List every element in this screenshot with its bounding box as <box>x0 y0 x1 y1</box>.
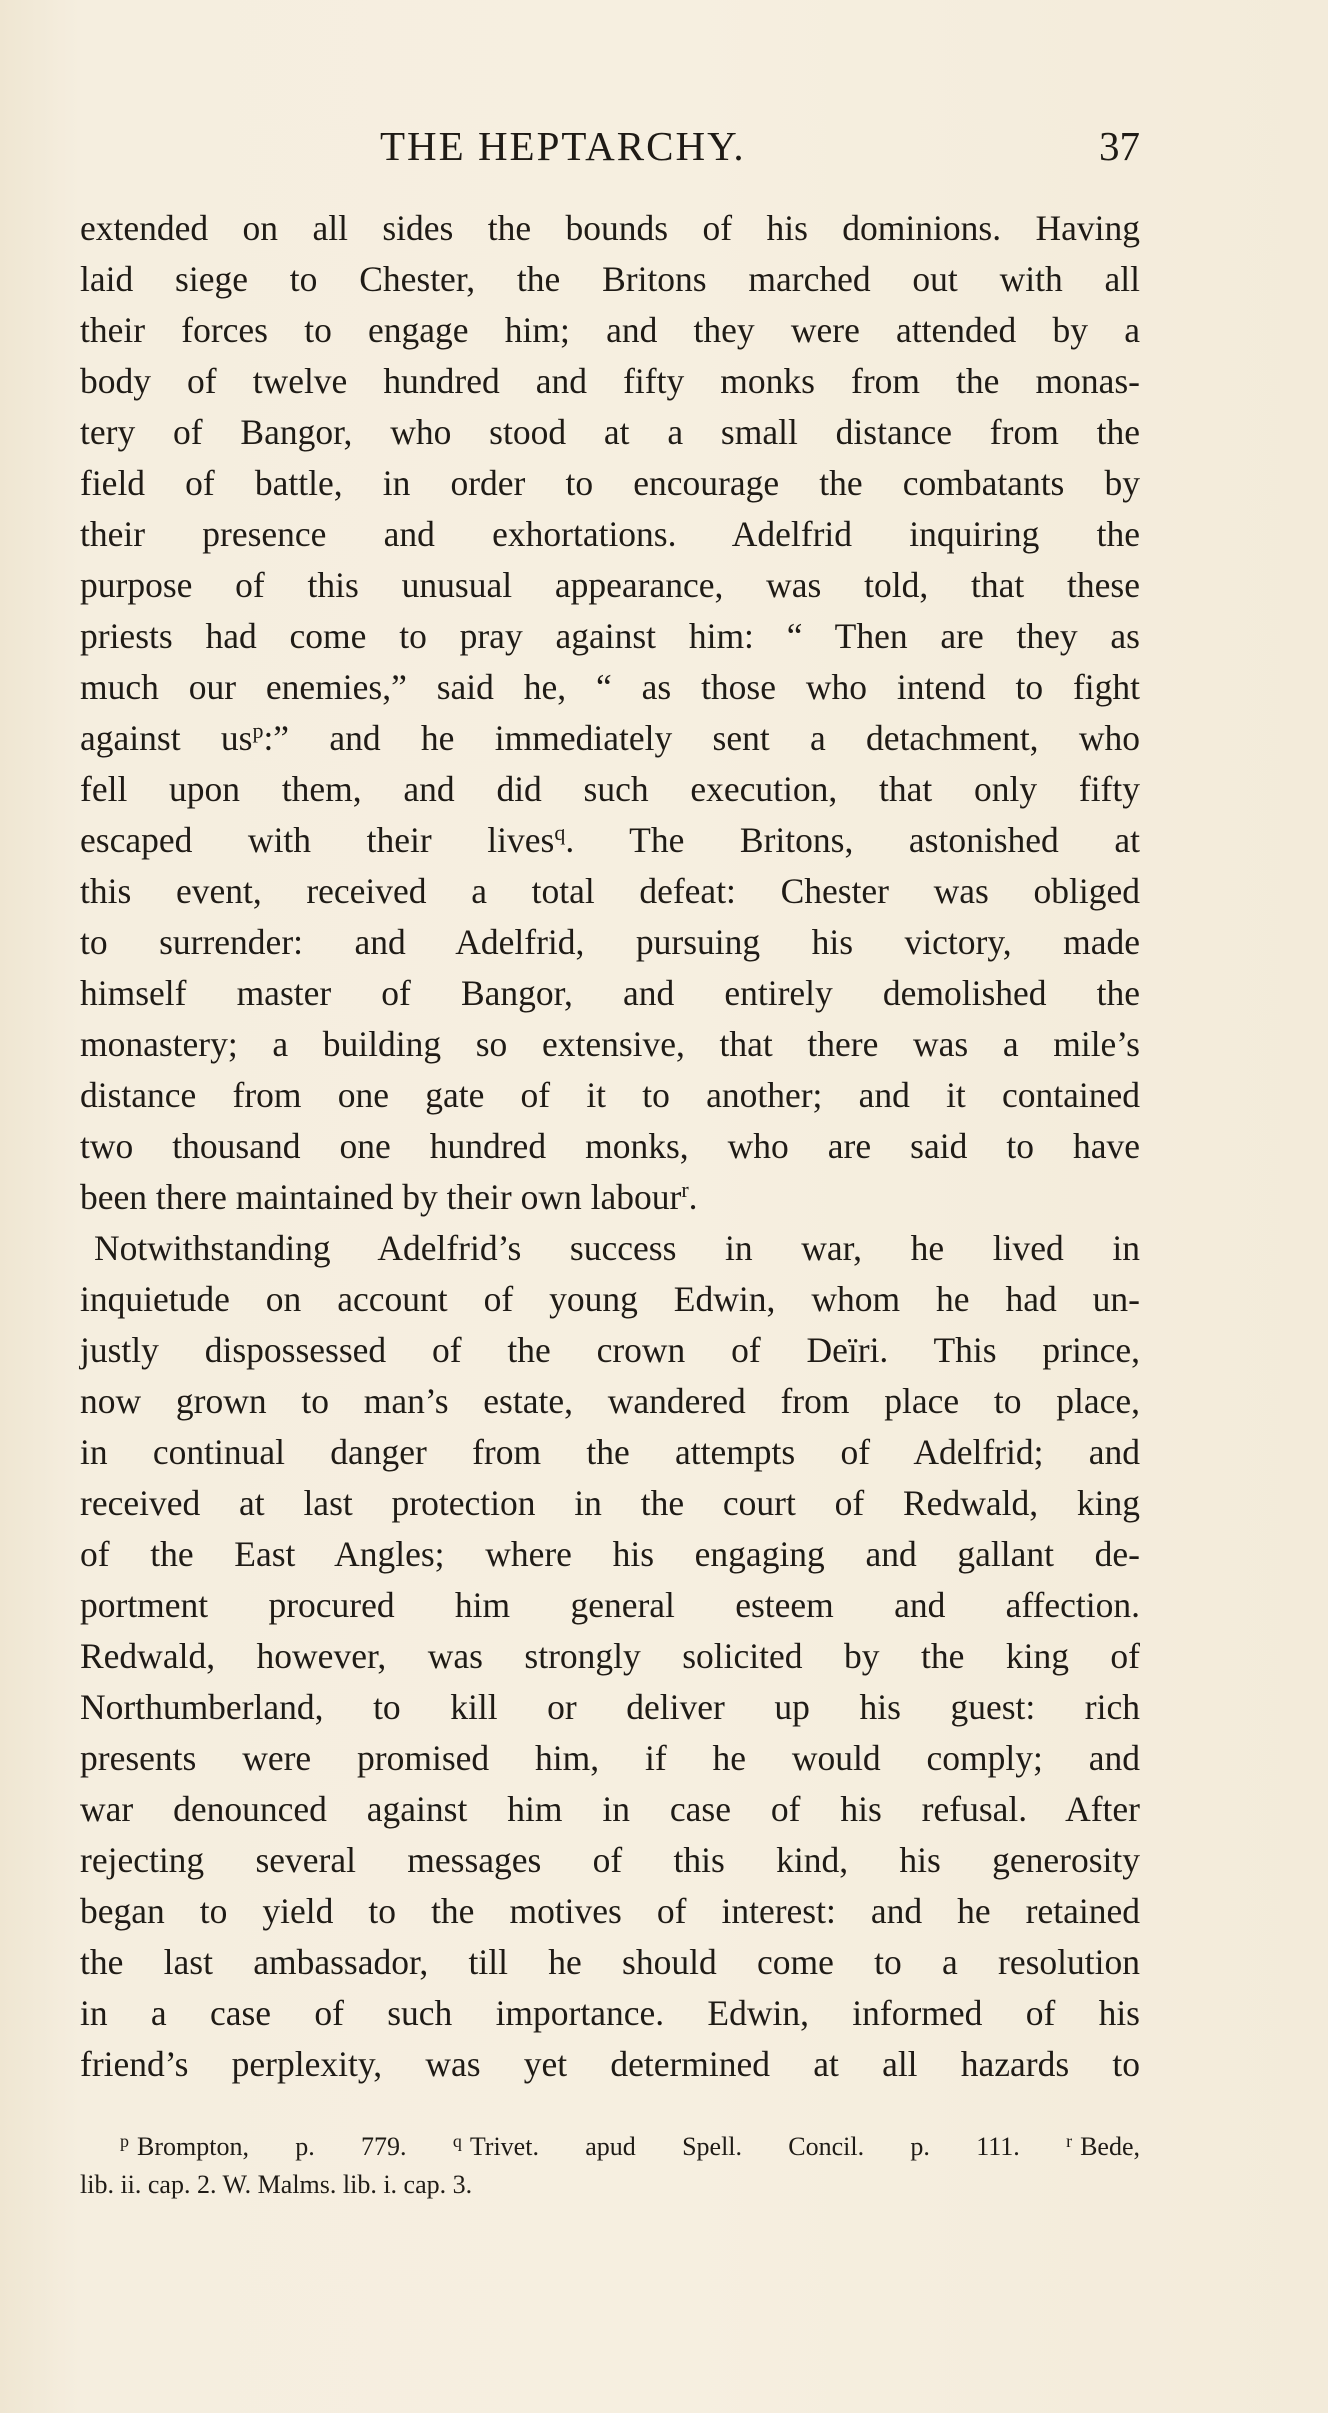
text-segment: escaped with their lives <box>80 820 555 860</box>
text-segment: :” and he immediately sent a detachment, who <box>263 718 1140 758</box>
running-head <box>80 122 1140 182</box>
text-segment: been there maintained by their own labour <box>80 1177 682 1217</box>
paragraph-start-line: Notwithstanding Adelfrid’s success in war, he lived in <box>94 1228 1140 1268</box>
text-line: extended on all sides the bounds of his dominions. Having <box>80 208 1140 248</box>
footnote-text: Bede, <box>1080 2132 1141 2161</box>
footnote-p <box>120 2132 407 2161</box>
text-line: rejecting several messages of this kind, his generosity <box>80 1840 1140 1880</box>
text-line: now grown to man’s estate, wandered from place to place, <box>80 1381 1140 1421</box>
footnote-mark-p: p <box>120 2131 129 2151</box>
footnote-mark-q: q <box>452 2131 462 2151</box>
footnotes <box>80 2128 1140 2204</box>
text-segment: against us <box>80 718 253 758</box>
text-line: monastery; a building so extensive, that there was a mile’s <box>80 1024 1140 1064</box>
text-line: laid siege to Chester, the Britons marched out with all <box>80 259 1140 299</box>
text-line: priests had come to pray against him: “ Then are they as <box>80 616 1140 656</box>
text-line: their presence and exhortations. Adelfrid inquiring the <box>80 514 1140 554</box>
text-line: presents were promised him, if he would comply; and <box>80 1738 1140 1778</box>
running-title: THE HEPTARCHY. <box>380 123 746 169</box>
body-text <box>80 203 1140 2090</box>
text-segment: . <box>688 1177 698 1217</box>
footnote-ref-p: p <box>252 718 264 743</box>
footnote-q <box>453 2132 1020 2161</box>
text-line: this event, received a total defeat: Chester was obliged <box>80 871 1140 911</box>
text-line: their forces to engage him; and they were attended by a <box>80 310 1140 350</box>
text-line <box>80 1172 1140 1223</box>
text-line: purpose of this unusual appearance, was told, that these <box>80 565 1140 605</box>
text-line: friend’s perplexity, was yet determined at all hazards to <box>80 2044 1140 2084</box>
page-number: 37 <box>1099 123 1140 169</box>
text-line: fell upon them, and did such execution, that only fifty <box>80 769 1140 809</box>
footnote-text: Trivet. apud Spell. Concil. p. 111. <box>469 2132 1020 2161</box>
text-segment: . The Britons, astonished at <box>565 820 1140 860</box>
footnote-line <box>80 2128 1140 2166</box>
text-line: Northumberland, to kill or deliver up his guest: rich <box>80 1687 1140 1727</box>
footnote-mark-r: r <box>1066 2131 1073 2151</box>
text-line: inquietude on account of young Edwin, whom he had un- <box>80 1279 1140 1319</box>
footnote-ref-r: r <box>681 1177 689 1202</box>
text-line: portment procured him general esteem and affection. <box>80 1585 1140 1625</box>
text-line <box>80 713 1140 764</box>
text-line: two thousand one hundred monks, who are said to have <box>80 1126 1140 1166</box>
text-line: body of twelve hundred and fifty monks from the monas- <box>80 361 1140 401</box>
footnote-ref-q: q <box>554 820 566 845</box>
text-line: began to yield to the motives of interest: and he retained <box>80 1891 1140 1931</box>
text-line: tery of Bangor, who stood at a small distance from the <box>80 412 1140 452</box>
text-line: Redwald, however, was strongly solicited by the king of <box>80 1636 1140 1676</box>
text-line: much our enemies,” said he, “ as those who intend to fight <box>80 667 1140 707</box>
text-line: of the East Angles; where his engaging and gallant de- <box>80 1534 1140 1574</box>
text-line: himself master of Bangor, and entirely demolished the <box>80 973 1140 1013</box>
footnote-continuation: lib. ii. cap. 2. W. Malms. lib. i. cap. 3. <box>80 2170 473 2199</box>
text-line: received at last protection in the court of Redwald, king <box>80 1483 1140 1523</box>
text-line: war denounced against him in case of his refusal. After <box>80 1789 1140 1829</box>
footnote-text: Brompton, p. 779. <box>137 2132 407 2161</box>
text-line: in a case of such importance. Edwin, informed of his <box>80 1993 1140 2033</box>
text-line: field of battle, in order to encourage the combatants by <box>80 463 1140 503</box>
text-line: distance from one gate of it to another; and it contained <box>80 1075 1140 1115</box>
text-line <box>80 815 1140 866</box>
text-line: the last ambassador, till he should come to a resolution <box>80 1942 1140 1982</box>
footnote-r <box>1066 2132 1140 2161</box>
text-line: in continual danger from the attempts of Adelfrid; and <box>80 1432 1140 1472</box>
text-line: justly dispossessed of the crown of Deïri. This prince, <box>80 1330 1140 1370</box>
text-line: to surrender: and Adelfrid, pursuing his victory, made <box>80 922 1140 962</box>
